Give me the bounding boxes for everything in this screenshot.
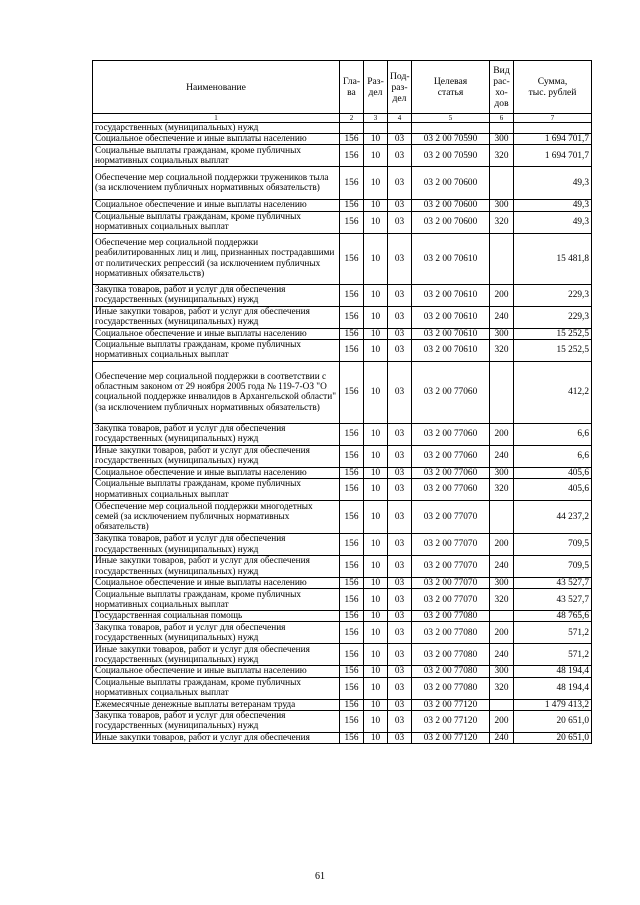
table-row [93, 666, 592, 677]
cell-celevaya-statya: 03 2 00 70590 [412, 145, 490, 167]
cell-glava: 156 [340, 501, 364, 534]
cell-summa: 6,6 [514, 423, 592, 445]
table-row [93, 123, 592, 134]
cell-celevaya-statya: 03 2 00 70600 [412, 200, 490, 211]
cell-celevaya-statya: 03 2 00 77060 [412, 479, 490, 501]
cell-summa: 1 694 701,7 [514, 134, 592, 145]
cell-podrazdel: 03 [388, 479, 412, 501]
cell-podrazdel: 03 [388, 732, 412, 743]
cell-summa: 412,2 [514, 361, 592, 423]
cell-podrazdel: 03 [388, 328, 412, 339]
cell-summa: 49,3 [514, 200, 592, 211]
cell-summa: 15 252,5 [514, 328, 592, 339]
cell-celevaya-statya: 03 2 00 77070 [412, 534, 490, 556]
cell-name: Иные закупки товаров, работ и услуг для обеспечения государственных (муниципальных) нужд [93, 644, 340, 666]
column-number: 1 [93, 114, 340, 123]
cell-podrazdel: 03 [388, 611, 412, 622]
table-row [93, 501, 592, 534]
table-row [93, 622, 592, 644]
column-number: 5 [412, 114, 490, 123]
cell-glava: 156 [340, 732, 364, 743]
column-number: 4 [388, 114, 412, 123]
cell-glava: 156 [340, 479, 364, 501]
cell-glava: 156 [340, 699, 364, 710]
cell-vid-rashodov: 300 [490, 467, 514, 478]
cell-glava: 156 [340, 677, 364, 699]
cell-name: Иные закупки товаров, работ и услуг для обеспечения [93, 732, 340, 743]
cell-celevaya-statya: 03 2 00 77080 [412, 622, 490, 644]
cell-podrazdel: 03 [388, 339, 412, 361]
cell-vid-rashodov [490, 699, 514, 710]
table-row [93, 233, 592, 284]
cell-vid-rashodov: 200 [490, 710, 514, 732]
cell-name: Закупка товаров, работ и услуг для обеспечения государственных (муниципальных) нужд [93, 622, 340, 644]
cell-podrazdel: 03 [388, 423, 412, 445]
table-row [93, 167, 592, 200]
table-row [93, 699, 592, 710]
cell-razdel: 10 [364, 306, 388, 328]
cell-razdel: 10 [364, 361, 388, 423]
cell-podrazdel: 03 [388, 677, 412, 699]
cell-summa: 20 651,0 [514, 710, 592, 732]
cell-razdel: 10 [364, 677, 388, 699]
table-row [93, 145, 592, 167]
cell-glava: 156 [340, 361, 364, 423]
table-row [93, 328, 592, 339]
cell-summa: 48 194,4 [514, 666, 592, 677]
header-celevaya-statya: Целевая статья [412, 61, 490, 114]
cell-razdel: 10 [364, 423, 388, 445]
cell-celevaya-statya: 03 2 00 77060 [412, 423, 490, 445]
cell-celevaya-statya: 03 2 00 77120 [412, 732, 490, 743]
column-number: 3 [364, 114, 388, 123]
cell-name: Ежемесячные денежные выплаты ветеранам труда [93, 699, 340, 710]
cell-vid-rashodov: 300 [490, 328, 514, 339]
cell-summa: 15 481,8 [514, 233, 592, 284]
cell-name: государственных (муниципальных) нужд [93, 123, 340, 134]
cell-glava [340, 123, 364, 134]
cell-celevaya-statya: 03 2 00 77070 [412, 556, 490, 578]
cell-glava: 156 [340, 611, 364, 622]
cell-podrazdel: 03 [388, 556, 412, 578]
cell-summa: 43 527,7 [514, 578, 592, 589]
table-row [93, 556, 592, 578]
table-row [93, 589, 592, 611]
table-row [93, 534, 592, 556]
cell-glava: 156 [340, 666, 364, 677]
cell-name: Закупка товаров, работ и услуг для обеспечения государственных (муниципальных) нужд [93, 710, 340, 732]
cell-vid-rashodov: 300 [490, 134, 514, 145]
cell-razdel: 10 [364, 534, 388, 556]
column-number: 2 [340, 114, 364, 123]
cell-podrazdel: 03 [388, 589, 412, 611]
cell-glava: 156 [340, 578, 364, 589]
cell-podrazdel: 03 [388, 622, 412, 644]
table-row [93, 423, 592, 445]
cell-podrazdel: 03 [388, 284, 412, 306]
cell-summa: 44 237,2 [514, 501, 592, 534]
cell-summa: 229,3 [514, 284, 592, 306]
cell-razdel: 10 [364, 145, 388, 167]
cell-razdel: 10 [364, 284, 388, 306]
cell-vid-rashodov: 200 [490, 534, 514, 556]
cell-name: Социальное обеспечение и иные выплаты населению [93, 134, 340, 145]
cell-glava: 156 [340, 644, 364, 666]
table-row [93, 306, 592, 328]
cell-vid-rashodov: 240 [490, 556, 514, 578]
cell-summa: 43 527,7 [514, 589, 592, 611]
cell-podrazdel: 03 [388, 445, 412, 467]
cell-razdel: 10 [364, 501, 388, 534]
cell-podrazdel: 03 [388, 501, 412, 534]
header-glava: Гла- ва [340, 61, 364, 114]
cell-razdel: 10 [364, 732, 388, 743]
cell-summa: 709,5 [514, 556, 592, 578]
cell-glava: 156 [340, 134, 364, 145]
cell-name: Социальные выплаты гражданам, кроме публичных нормативных социальных выплат [93, 145, 340, 167]
table-row [93, 134, 592, 145]
cell-celevaya-statya: 03 2 00 77060 [412, 445, 490, 467]
table-row [93, 611, 592, 622]
cell-summa: 405,6 [514, 467, 592, 478]
table-row [93, 284, 592, 306]
cell-celevaya-statya [412, 123, 490, 134]
column-number: 7 [514, 114, 592, 123]
cell-name: Социальные выплаты гражданам, кроме публичных нормативных социальных выплат [93, 211, 340, 233]
cell-glava: 156 [340, 534, 364, 556]
cell-vid-rashodov: 320 [490, 589, 514, 611]
table-row [93, 211, 592, 233]
table-row [93, 361, 592, 423]
cell-celevaya-statya: 03 2 00 70610 [412, 233, 490, 284]
table-row [93, 644, 592, 666]
cell-celevaya-statya: 03 2 00 70590 [412, 134, 490, 145]
cell-glava: 156 [340, 328, 364, 339]
cell-name: Обеспечение мер социальной поддержки реабилитированных лиц и лиц, признанных пострадавшими от политических репрессий (за исключением публичных нормативных обязательств) [93, 233, 340, 284]
cell-name: Социальное обеспечение и иные выплаты населению [93, 328, 340, 339]
cell-razdel: 10 [364, 467, 388, 478]
budget-table [92, 60, 592, 744]
cell-summa: 405,6 [514, 479, 592, 501]
cell-summa: 6,6 [514, 445, 592, 467]
table-body [93, 123, 592, 744]
cell-razdel: 10 [364, 710, 388, 732]
cell-razdel: 10 [364, 556, 388, 578]
cell-podrazdel: 03 [388, 699, 412, 710]
header-row [93, 61, 592, 114]
cell-glava: 156 [340, 467, 364, 478]
cell-razdel: 10 [364, 479, 388, 501]
cell-razdel: 10 [364, 611, 388, 622]
cell-celevaya-statya: 03 2 00 77070 [412, 578, 490, 589]
cell-celevaya-statya: 03 2 00 77080 [412, 644, 490, 666]
cell-razdel: 10 [364, 589, 388, 611]
cell-name: Закупка товаров, работ и услуг для обеспечения государственных (муниципальных) нужд [93, 423, 340, 445]
cell-podrazdel: 03 [388, 134, 412, 145]
table-row [93, 578, 592, 589]
cell-vid-rashodov [490, 361, 514, 423]
table-row [93, 200, 592, 211]
cell-vid-rashodov [490, 167, 514, 200]
cell-celevaya-statya: 03 2 00 77120 [412, 710, 490, 732]
cell-celevaya-statya: 03 2 00 70610 [412, 284, 490, 306]
cell-vid-rashodov: 240 [490, 644, 514, 666]
cell-summa: 20 651,0 [514, 732, 592, 743]
cell-summa: 48 765,6 [514, 611, 592, 622]
cell-celevaya-statya: 03 2 00 77080 [412, 677, 490, 699]
cell-vid-rashodov: 320 [490, 211, 514, 233]
cell-podrazdel: 03 [388, 534, 412, 556]
column-number: 6 [490, 114, 514, 123]
cell-razdel: 10 [364, 167, 388, 200]
cell-vid-rashodov: 200 [490, 423, 514, 445]
header-name: Наименование [93, 61, 340, 114]
table-row [93, 732, 592, 743]
cell-glava: 156 [340, 339, 364, 361]
cell-glava: 156 [340, 233, 364, 284]
table-row [93, 467, 592, 478]
cell-podrazdel: 03 [388, 167, 412, 200]
cell-celevaya-statya: 03 2 00 77080 [412, 611, 490, 622]
cell-celevaya-statya: 03 2 00 70610 [412, 328, 490, 339]
cell-podrazdel: 03 [388, 710, 412, 732]
cell-summa [514, 123, 592, 134]
cell-summa: 49,3 [514, 211, 592, 233]
cell-name: Иные закупки товаров, работ и услуг для обеспечения государственных (муниципальных) нужд [93, 306, 340, 328]
cell-razdel: 10 [364, 622, 388, 644]
cell-podrazdel: 03 [388, 200, 412, 211]
cell-name: Обеспечение мер социальной поддержки тружеников тыла (за исключением публичных нормативных обязательств) [93, 167, 340, 200]
cell-vid-rashodov [490, 123, 514, 134]
cell-razdel: 10 [364, 200, 388, 211]
cell-summa: 571,2 [514, 644, 592, 666]
cell-razdel: 10 [364, 328, 388, 339]
cell-name: Обеспечение мер социальной поддержки многодетных семей (за исключением публичных нормативных обязательств) [93, 501, 340, 534]
cell-summa: 1 694 701,7 [514, 145, 592, 167]
header-summa: Сумма, тыс. рублей [514, 61, 592, 114]
cell-celevaya-statya: 03 2 00 77060 [412, 467, 490, 478]
table-row [93, 445, 592, 467]
cell-summa: 709,5 [514, 534, 592, 556]
cell-glava: 156 [340, 145, 364, 167]
cell-name: Обеспечение мер социальной поддержки в соответствии с областным законом от 29 ноября 2005 года № 119-7-ОЗ "О социальной поддержке инвалидов в Архангельской области" (за исключением публичных нормативных обязательств) [93, 361, 340, 423]
cell-glava: 156 [340, 306, 364, 328]
cell-celevaya-statya: 03 2 00 77080 [412, 666, 490, 677]
cell-vid-rashodov: 240 [490, 445, 514, 467]
cell-celevaya-statya: 03 2 00 70610 [412, 339, 490, 361]
cell-razdel: 10 [364, 644, 388, 666]
cell-summa: 1 479 413,2 [514, 699, 592, 710]
cell-summa: 15 252,5 [514, 339, 592, 361]
cell-vid-rashodov: 320 [490, 339, 514, 361]
table-row [93, 479, 592, 501]
cell-glava: 156 [340, 211, 364, 233]
cell-name: Социальное обеспечение и иные выплаты населению [93, 578, 340, 589]
table-row [93, 339, 592, 361]
cell-vid-rashodov: 200 [490, 284, 514, 306]
cell-name: Иные закупки товаров, работ и услуг для обеспечения государственных (муниципальных) нужд [93, 556, 340, 578]
cell-celevaya-statya: 03 2 00 70610 [412, 306, 490, 328]
cell-glava: 156 [340, 423, 364, 445]
cell-glava: 156 [340, 556, 364, 578]
cell-glava: 156 [340, 445, 364, 467]
cell-celevaya-statya: 03 2 00 77120 [412, 699, 490, 710]
cell-celevaya-statya: 03 2 00 70600 [412, 167, 490, 200]
cell-razdel [364, 123, 388, 134]
cell-vid-rashodov: 300 [490, 666, 514, 677]
cell-vid-rashodov: 300 [490, 200, 514, 211]
cell-razdel: 10 [364, 211, 388, 233]
cell-podrazdel: 03 [388, 233, 412, 284]
cell-podrazdel: 03 [388, 578, 412, 589]
cell-name: Социальные выплаты гражданам, кроме публичных нормативных социальных выплат [93, 339, 340, 361]
cell-vid-rashodov: 200 [490, 622, 514, 644]
cell-razdel: 10 [364, 699, 388, 710]
cell-glava: 156 [340, 167, 364, 200]
cell-celevaya-statya: 03 2 00 70600 [412, 211, 490, 233]
cell-podrazdel: 03 [388, 211, 412, 233]
table-row [93, 710, 592, 732]
cell-celevaya-statya: 03 2 00 77070 [412, 501, 490, 534]
cell-razdel: 10 [364, 578, 388, 589]
cell-podrazdel: 03 [388, 145, 412, 167]
table-row [93, 677, 592, 699]
cell-name: Социальное обеспечение и иные выплаты населению [93, 467, 340, 478]
cell-name: Социальные выплаты гражданам, кроме публичных нормативных социальных выплат [93, 479, 340, 501]
header-vid-rashodov: Вид рас- хо- дов [490, 61, 514, 114]
header-razdel: Раз- дел [364, 61, 388, 114]
cell-podrazdel [388, 123, 412, 134]
cell-vid-rashodov [490, 501, 514, 534]
cell-vid-rashodov [490, 233, 514, 284]
cell-vid-rashodov [490, 611, 514, 622]
cell-name: Социальное обеспечение и иные выплаты населению [93, 666, 340, 677]
cell-podrazdel: 03 [388, 306, 412, 328]
cell-podrazdel: 03 [388, 644, 412, 666]
cell-summa: 49,3 [514, 167, 592, 200]
cell-name: Социальные выплаты гражданам, кроме публичных нормативных социальных выплат [93, 677, 340, 699]
cell-glava: 156 [340, 710, 364, 732]
cell-razdel: 10 [364, 339, 388, 361]
cell-name: Государственная социальная помощь [93, 611, 340, 622]
cell-name: Закупка товаров, работ и услуг для обеспечения государственных (муниципальных) нужд [93, 534, 340, 556]
cell-glava: 156 [340, 589, 364, 611]
cell-name: Социальное обеспечение и иные выплаты населению [93, 200, 340, 211]
cell-podrazdel: 03 [388, 361, 412, 423]
cell-vid-rashodov: 320 [490, 479, 514, 501]
cell-celevaya-statya: 03 2 00 77060 [412, 361, 490, 423]
cell-vid-rashodov: 300 [490, 578, 514, 589]
cell-razdel: 10 [364, 134, 388, 145]
cell-vid-rashodov: 320 [490, 145, 514, 167]
cell-podrazdel: 03 [388, 666, 412, 677]
cell-summa: 229,3 [514, 306, 592, 328]
column-number-row [93, 114, 592, 123]
cell-vid-rashodov: 240 [490, 732, 514, 743]
cell-razdel: 10 [364, 233, 388, 284]
cell-name: Социальные выплаты гражданам, кроме публичных нормативных социальных выплат [93, 589, 340, 611]
cell-summa: 48 194,4 [514, 677, 592, 699]
cell-glava: 156 [340, 200, 364, 211]
cell-name: Закупка товаров, работ и услуг для обеспечения государственных (муниципальных) нужд [93, 284, 340, 306]
cell-vid-rashodov: 240 [490, 306, 514, 328]
cell-name: Иные закупки товаров, работ и услуг для обеспечения государственных (муниципальных) нужд [93, 445, 340, 467]
cell-glava: 156 [340, 284, 364, 306]
cell-vid-rashodov: 320 [490, 677, 514, 699]
cell-razdel: 10 [364, 666, 388, 677]
cell-summa: 571,2 [514, 622, 592, 644]
header-podrazdel: Под- раз- дел [388, 61, 412, 114]
page-number: 61 [315, 871, 325, 882]
cell-glava: 156 [340, 622, 364, 644]
cell-razdel: 10 [364, 445, 388, 467]
cell-podrazdel: 03 [388, 467, 412, 478]
cell-celevaya-statya: 03 2 00 77070 [412, 589, 490, 611]
